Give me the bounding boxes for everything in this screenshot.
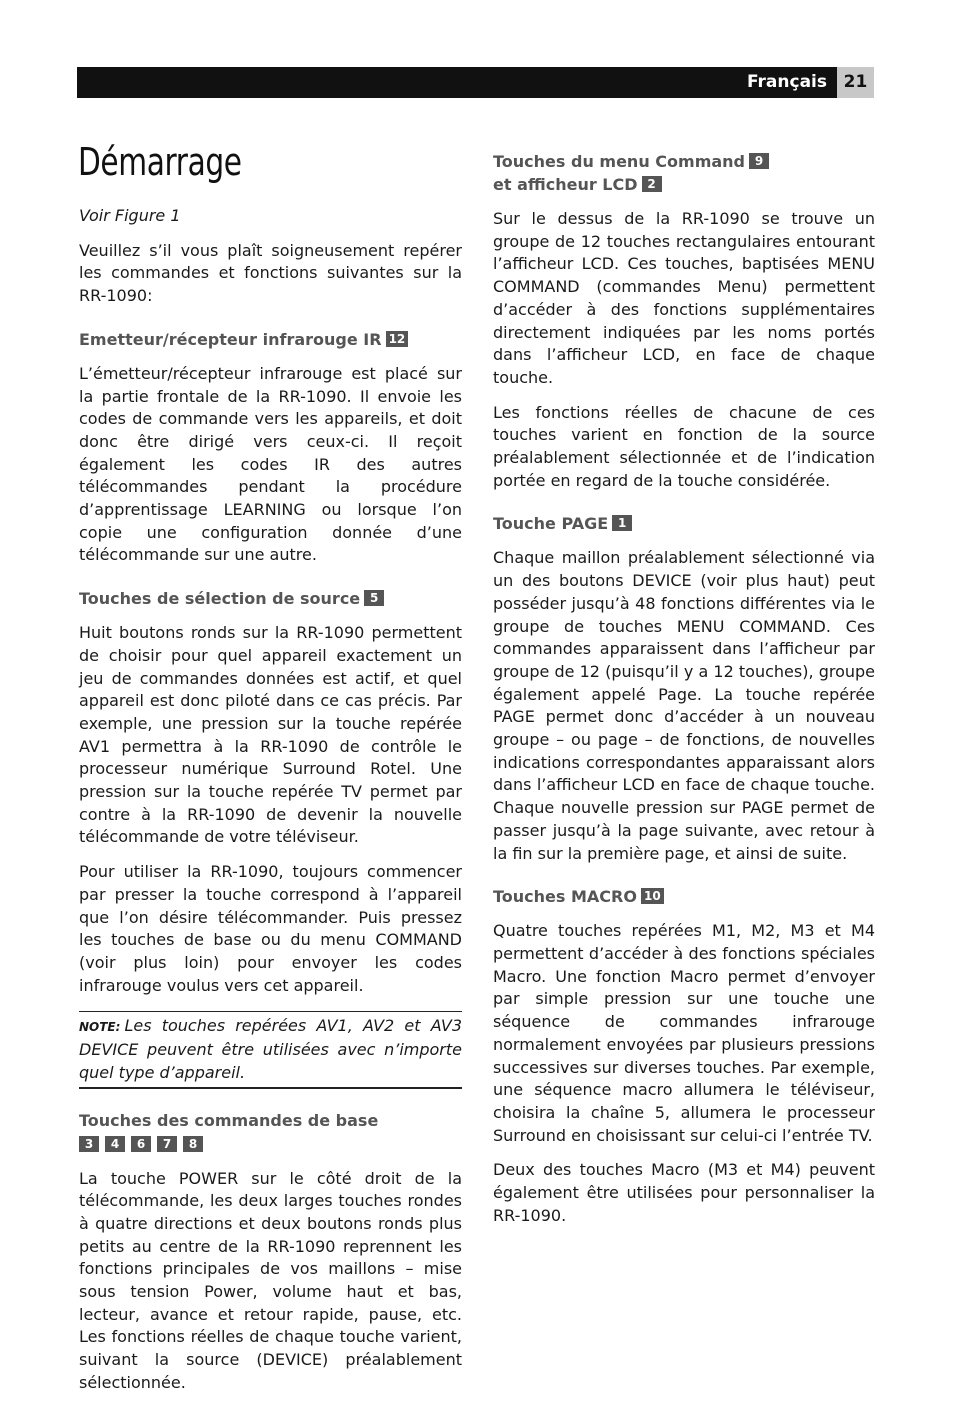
badge-4: 4: [105, 1136, 125, 1152]
section-heading-menu-line2: et afficheur LCD: [493, 175, 638, 194]
section-heading-base: [79, 1109, 462, 1156]
see-figure: Voir Figure 1: [79, 206, 181, 225]
section-body-macro-2: Deux des touches Macro (M3 et M4) peuvent également être utilisées pour personnaliser la RR-1090.: [493, 1160, 875, 1225]
section-body-macro-1: Quatre touches repérées M1, M2, M3 et M4 permettent d’accéder à des fonctions spéciales Macro. Une fonction Macro permet d’envoyer par simple pression sur une touche une séquence de commandes infrarouge normalement envoyées par plusieurs pressions successives sur diverses touches. Par exemple, une séquence macro allumera le téléviseur, choisira la chaîne 5, allumera le processeur Surround en choisissant sur celui-ci l’entrée TV.: [493, 921, 875, 1145]
badge-group-base: [79, 1133, 462, 1156]
section-body-source-1: Huit boutons ronds sur la RR-1090 permettent de choisir pour quel appareil exactement un jeu de commandes données est actif, et quel appareil est donc piloté dans ce cas précis. Par exemple, une pression sur la touche repérée AV1 permettra à la RR-1090 de contrôle le processeur numérique Surround Rotel. Une pression sur la touche repérée TV permet par contre à la RR-1090 de devenir la nouvelle télécommande de votre téléviseur.: [79, 623, 462, 847]
badge-9: 9: [749, 153, 769, 169]
badge-8: 8: [183, 1136, 203, 1152]
badge-10: 10: [641, 888, 664, 904]
note-text: Les touches repérées AV1, AV2 et AV3 DEVICE peuvent être utilisées avec n’importe quel type d’appareil.: [79, 1016, 462, 1082]
header-bar: [77, 67, 837, 98]
section-body-source-2: Pour utiliser la RR-1090, toujours commencer par presser la touche correspond à l’appareil que l’on désire télécommander. Puis pressez les touches de base ou du menu COMMAND (voir plus loin) pour envoyer les codes infrarouge voulus vers cet appareil.: [79, 862, 462, 995]
section-body-base: La touche POWER sur le côté droit de la télécommande, les deux larges touches rondes à quatre directions et deux boutons ronds plus petits au centre de la RR-1090 reprennent les fonctions principales de vos maillons – mise sous tension Power, volume haut et bas, lecteur, avance et retour rapide, pause, etc. Les fonctions réelles de chaque touche varient, suivant la source (DEVICE) préalablement sélectionnée.: [79, 1168, 462, 1392]
section-heading-base-text: Touches des commandes de base: [79, 1110, 379, 1130]
note-label: NOTE:: [79, 1020, 121, 1035]
badge-5: 5: [364, 590, 384, 606]
badge-3: 3: [79, 1136, 99, 1152]
section-body-ir: L’émetteur/récepteur infrarouge est placé sur la partie frontale de la RR-1090. Il envoie les codes de commande vers les appareils, et doit donc être dirigé vers ceux-ci. Il reçoit également les codes IR des autres télécommandes pendant la procédure d’apprentissage LEARNING ou lorsque l’on copie une configuration donnée d’une télécommande sur une autre.: [79, 363, 462, 565]
section-body-page: Chaque maillon préalablement sélectionné via un des boutons DEVICE (voir plus haut) peut posséder jusqu’à 48 fonctions différentes via le groupe de touches MENU COMMAND. Ces commandes apparaissent dans l’afficheur par groupe de 12 (puisqu’il y a 12 touches), groupe également appelé Page. La touche repérée PAGE permet donc d’accéder à un nouveau groupe – ou page – de fonctions, de nouvelles indications correspondantes apparaissant alors dans l’afficheur LCD en face de chaque touche. Chaque nouvelle pression sur PAGE permet de passer jusqu’à la page suivante, avec retour à la fin sur la première page, et ainsi de suite.: [493, 548, 875, 863]
intro-paragraph: Veuillez s’il vous plaît soigneusement repérer les commandes et fonctions suivantes sur la RR-1090:: [79, 240, 462, 306]
page-number: 21: [837, 67, 874, 98]
badge-6: 6: [131, 1136, 151, 1152]
section-heading-source: [79, 587, 462, 610]
note-paragraph: [79, 1015, 462, 1084]
right-column: [493, 150, 875, 1239]
badge-2: 2: [642, 176, 662, 192]
badge-12: 12: [386, 331, 409, 347]
section-body-menu-2: Les fonctions réelles de chacune de ces touches varient en fonction de la source préalablement sélectionnée et de l’indication portée en regard de la touche considérée.: [493, 402, 875, 490]
badge-1: 1: [612, 515, 632, 531]
section-heading-macro: [493, 885, 875, 908]
section-heading-menu-line1: Touches du menu Command: [493, 152, 745, 171]
section-heading-ir-text: Emetteur/récepteur infrarouge IR: [79, 329, 382, 349]
section-heading-menu: [493, 150, 875, 196]
section-heading-macro-text: Touches MACRO: [493, 887, 637, 907]
note-box: [79, 1011, 462, 1088]
section-heading-ir: [79, 328, 462, 351]
section-heading-source-text: Touches de sélection de source: [79, 589, 361, 609]
section-heading-page-text: Touche PAGE: [493, 514, 609, 534]
header-language: Français: [747, 72, 827, 92]
badge-7: 7: [157, 1136, 177, 1152]
left-column: [79, 205, 462, 1407]
page-title: Démarrage: [78, 140, 242, 184]
section-heading-page: [493, 512, 875, 535]
section-body-menu-1: Sur le dessus de la RR-1090 se trouve un groupe de 12 touches rectangulaires entourant l’afficheur LCD. Ces touches, baptisées MENU COMMAND (commandes Menu) permettent d’accéder à des fonctions supplémentaires directement indiquées par les noms portés dans l’afficheur LCD, en face de chaque touche.: [493, 209, 875, 387]
